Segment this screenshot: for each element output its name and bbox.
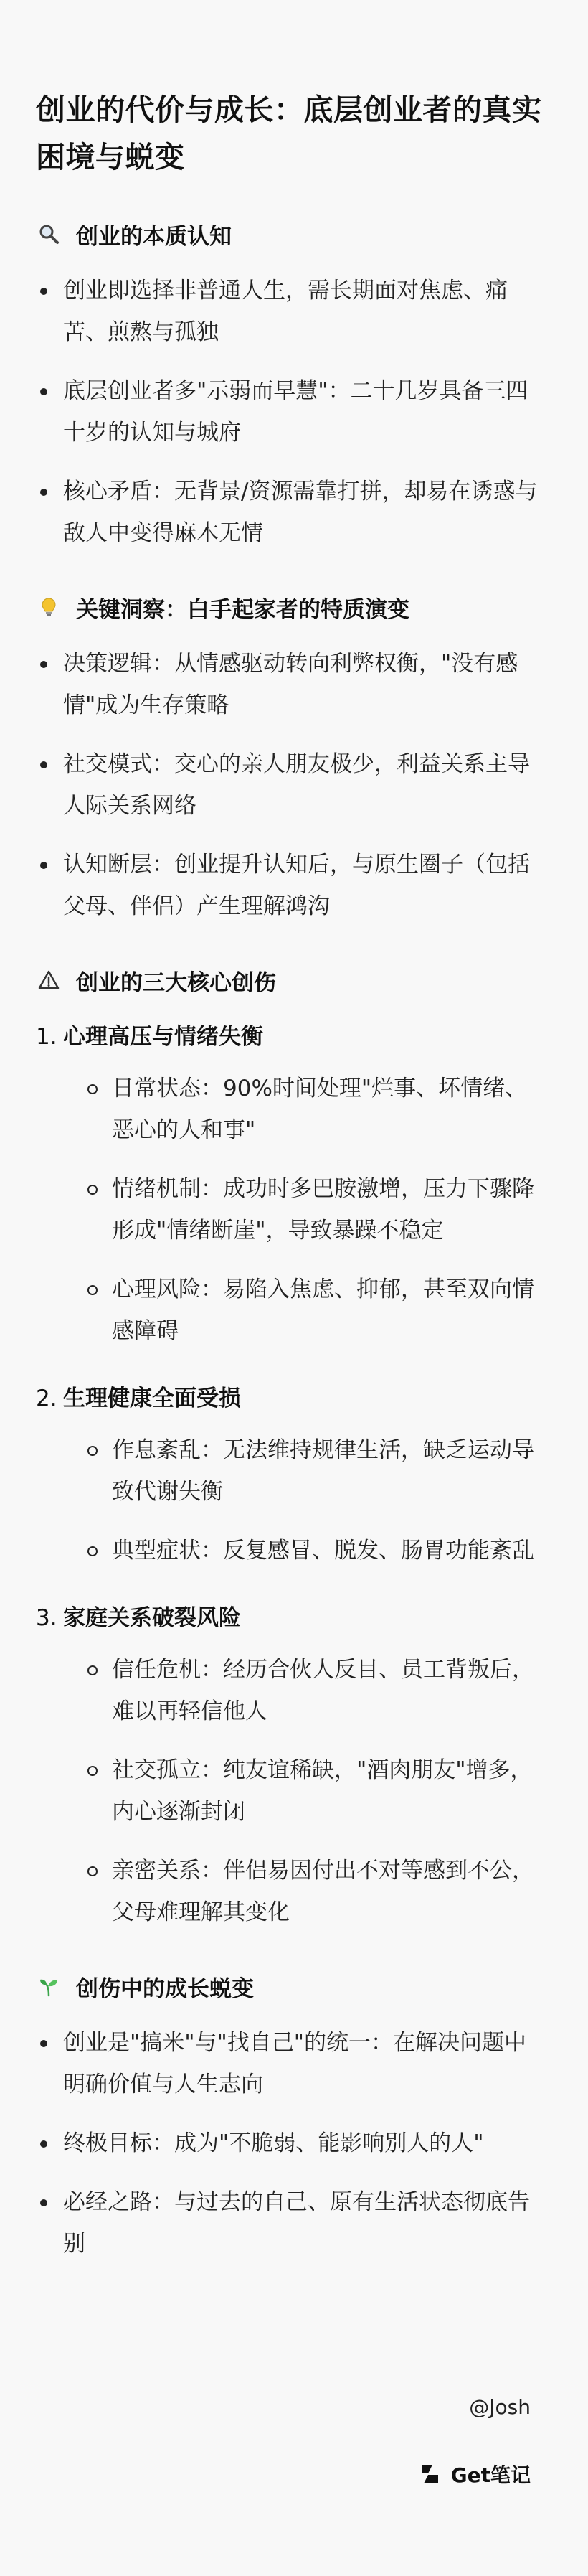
- brand-mark: [418, 2460, 531, 2488]
- section-heading-text: 关键洞察：白手起家者的特质演变: [76, 596, 409, 623]
- section-heading-text: 创业的本质认知: [76, 223, 232, 250]
- section-heading: [36, 960, 549, 1000]
- brand-name: Get笔记: [450, 2463, 531, 2487]
- section-growth: [36, 1966, 549, 2265]
- sub-list-item: 心理风险：易陷入焦虑、抑郁，甚至双向情感障碍: [85, 1269, 549, 1352]
- sub-list: [36, 1429, 549, 1571]
- list-item: 社交模式：交心的亲人朋友极少，利益关系主导人际关系网络: [36, 743, 549, 827]
- sub-list-item: 作息紊乱：无法维持规律生活，缺乏运动导致代谢失衡: [85, 1429, 549, 1513]
- section-heading-text: 创业的三大核心创伤: [76, 969, 276, 996]
- numbered-list: [36, 1016, 549, 1933]
- sub-list-item: 信任危机：经历合伙人反目、员工背叛后，难以再轻信他人: [85, 1649, 549, 1732]
- sub-list-item: 情绪机制：成功时多巴胺激增，压力下骤降形成"情绪断崖"，导致暴躁不稳定: [85, 1168, 549, 1251]
- sub-list-item: 日常状态：90%时间处理"烂事、坏情绪、恶心的人和事": [85, 1068, 549, 1151]
- list-item: 创业是"搞米"与"找自己"的统一：在解决问题中明确价值与人生志向: [36, 2022, 549, 2105]
- item-number: 3.: [36, 1605, 57, 1631]
- section-heading-text: 创伤中的成长蜕变: [76, 1975, 254, 2002]
- list-item: 决策逻辑：从情感驱动转向利弊权衡，"没有感情"成为生存策略: [36, 643, 549, 726]
- magnifier-icon: [36, 221, 62, 247]
- numbered-item-heading: [36, 1016, 549, 1058]
- item-title: 心理高压与情绪失衡: [63, 1024, 263, 1050]
- warning-icon: [36, 967, 62, 993]
- section-trauma: [36, 960, 549, 1933]
- list-item: 创业即选择非普通人生，需长期面对焦虑、痛苦、煎熬与孤独: [36, 270, 549, 353]
- list-item: 终极目标：成为"不脆弱、能影响别人的人": [36, 2123, 549, 2164]
- get-notes-logo-icon: [418, 2462, 442, 2486]
- sub-list: [36, 1649, 549, 1933]
- bullet-list: [36, 270, 549, 554]
- section-heading: [36, 587, 549, 627]
- numbered-item-heading: [36, 1378, 549, 1419]
- section-heading: [36, 214, 549, 254]
- sub-list-item: 亲密关系：伴侣易因付出不对等感到不公，父母难理解其变化: [85, 1850, 549, 1933]
- item-number: 2.: [36, 1386, 57, 1411]
- item-title: 家庭关系破裂风险: [63, 1605, 241, 1631]
- lightbulb-icon: [36, 594, 62, 620]
- list-item: 核心矛盾：无背景/资源需靠打拼，却易在诱惑与敌人中变得麻木无情: [36, 471, 549, 554]
- section-essence: [36, 214, 549, 554]
- note-content: [36, 86, 549, 2282]
- item-title: 生理健康全面受损: [63, 1386, 241, 1411]
- item-number: 1.: [36, 1024, 57, 1050]
- bullet-list: [36, 2022, 549, 2265]
- list-item: 底层创业者多"示弱而早慧"：二十几岁具备三四十岁的认知与城府: [36, 370, 549, 453]
- sub-list-item: 典型症状：反复感冒、脱发、肠胃功能紊乱: [85, 1530, 549, 1571]
- section-heading: [36, 1966, 549, 2006]
- seedling-icon: [36, 1973, 62, 1999]
- numbered-item-heading: [36, 1597, 549, 1639]
- numbered-item: [36, 1016, 549, 1352]
- page-title: 创业的代价与成长：底层创业者的真实困境与蜕变: [36, 93, 542, 174]
- numbered-item: [36, 1597, 549, 1933]
- author-handle: @Josh: [469, 2395, 531, 2419]
- sub-list-item: 社交孤立：纯友谊稀缺，"酒肉朋友"增多，内心逐渐封闭: [85, 1749, 549, 1833]
- bullet-list: [36, 643, 549, 927]
- numbered-item: [36, 1378, 549, 1571]
- list-item: 必经之路：与过去的自己、原有生活状态彻底告别: [36, 2181, 549, 2265]
- sub-list: [36, 1068, 549, 1352]
- section-insight: [36, 587, 549, 927]
- list-item: 认知断层：创业提升认知后，与原生圈子（包括父母、伴侣）产生理解鸿沟: [36, 844, 549, 927]
